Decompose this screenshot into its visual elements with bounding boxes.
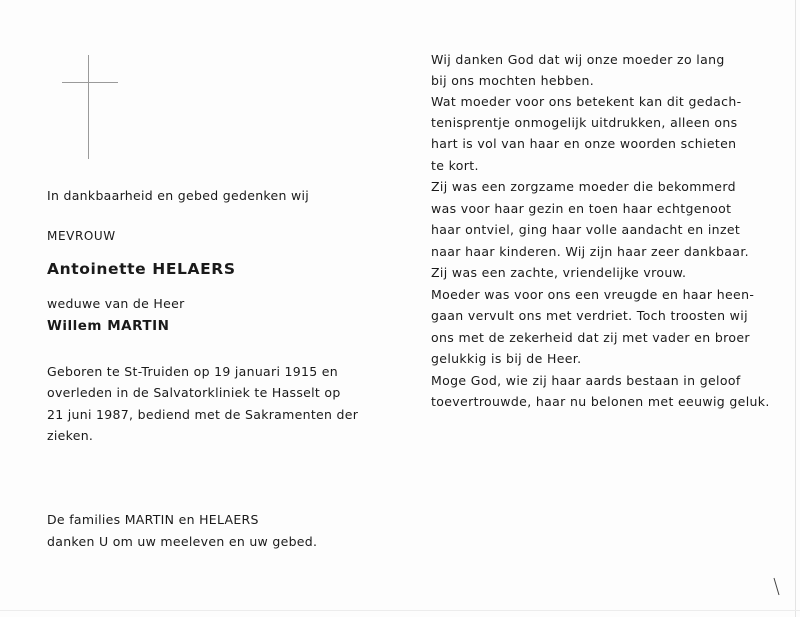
intro-text: In dankbaarheid en gebed gedenken wij xyxy=(47,188,310,203)
closing-line: danken U om uw meeleven en uw gebed. xyxy=(47,534,318,549)
card-right-edge xyxy=(795,0,796,617)
husband-name: Willem MARTIN xyxy=(47,318,170,334)
cross-icon xyxy=(62,55,118,159)
bio-line: 21 juni 1987, bediend met de Sakramenten der xyxy=(47,407,359,422)
text-line: Moge God, wie zij haar aards bestaan in geloof xyxy=(431,373,741,388)
bio-line: zieken. xyxy=(47,428,94,443)
text-line: gelukkig is bij de Heer. xyxy=(431,351,582,366)
cross-horizontal-bar xyxy=(62,82,118,83)
text-line: te kort. xyxy=(431,158,479,173)
text-line: Wij danken God dat wij onze moeder zo lang xyxy=(431,52,725,67)
text-line: Zij was een zorgzame moeder die bekommerd xyxy=(431,179,736,194)
text-line: gaan vervult ons met verdriet. Toch troosten wij xyxy=(431,308,748,323)
bio-line: overleden in de Salvatorkliniek te Hasselt op xyxy=(47,385,341,400)
text-line: ons met de zekerheid dat zij met vader en broer xyxy=(431,330,750,345)
text-line: tenisprentje onmogelijk uitdrukken, alleen ons xyxy=(431,115,738,130)
cross-vertical-bar xyxy=(88,55,89,159)
widow-of-text: weduwe van de Heer xyxy=(47,296,185,311)
text-line: hart is vol van haar en onze woorden schieten xyxy=(431,136,737,151)
text-line: was voor haar gezin en toen haar echtgenoot xyxy=(431,201,732,216)
text-line: toevertrouwde, haar nu belonen met eeuwig geluk. xyxy=(431,394,770,409)
text-line: naar haar kinderen. Wij zijn haar zeer dankbaar. xyxy=(431,244,749,259)
title-prefix: MEVROUW xyxy=(47,229,116,243)
pen-mark-icon xyxy=(773,577,781,597)
text-line: Wat moeder voor ons betekent kan dit gedach- xyxy=(431,94,742,109)
closing-line: De families MARTIN en HELAERS xyxy=(47,512,259,527)
card-bottom-edge xyxy=(0,610,800,611)
text-line: bij ons mochten hebben. xyxy=(431,73,595,88)
bio-line: Geboren te St-Truiden op 19 januari 1915 en xyxy=(47,364,338,379)
text-line: Moeder was voor ons een vreugde en haar heen- xyxy=(431,287,755,302)
deceased-name: Antoinette HELAERS xyxy=(47,260,236,278)
text-line: haar ontviel, ging haar volle aandacht en inzet xyxy=(431,222,741,237)
text-line: Zij was een zachte, vriendelijke vrouw. xyxy=(431,265,687,280)
